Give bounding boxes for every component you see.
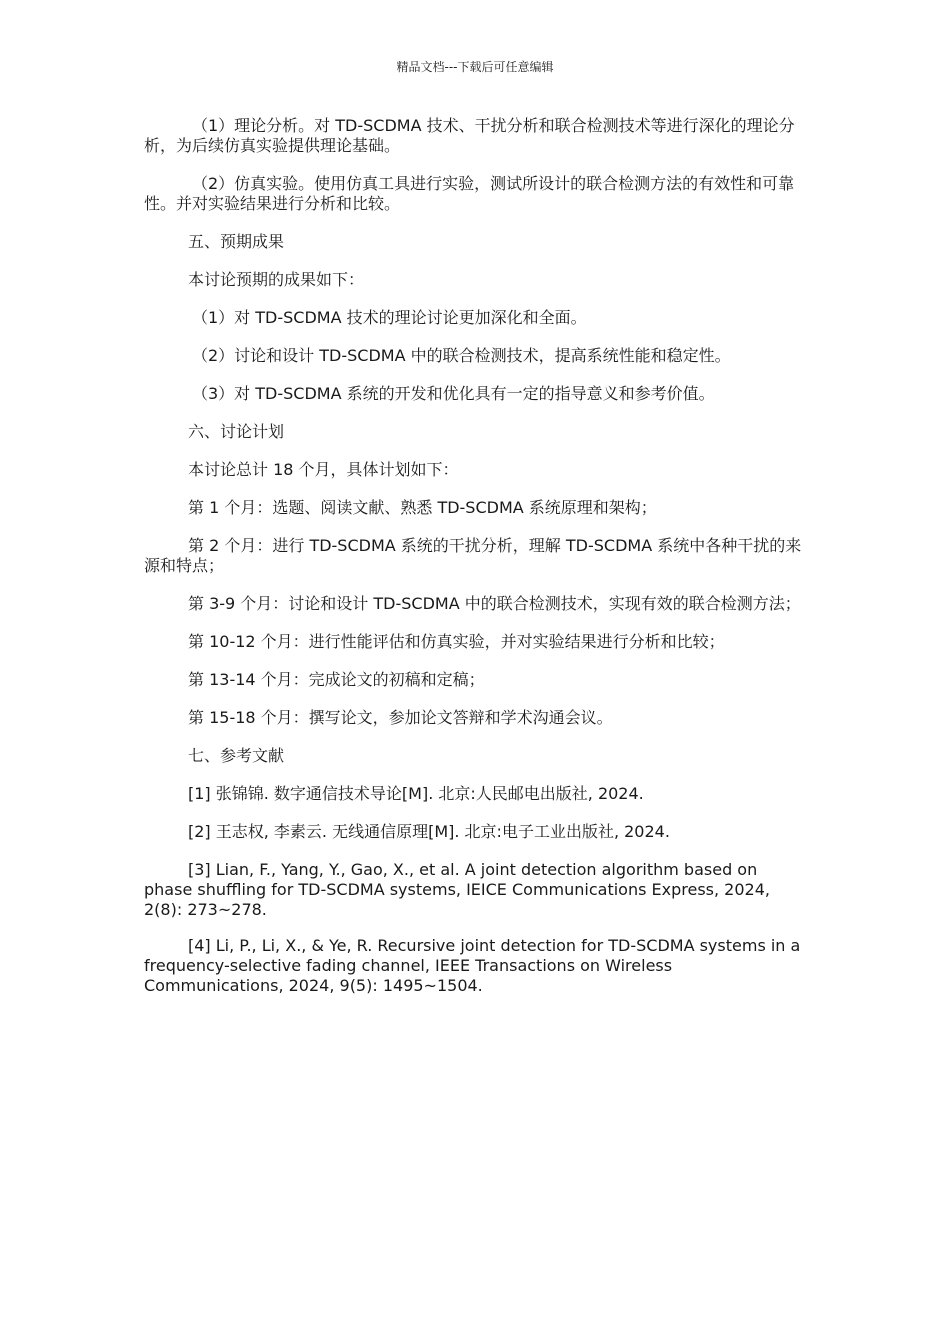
plan-item-month-13-14: 第 13-14 个月：完成论文的初稿和定稿； — [188, 670, 485, 689]
plan-item-month-2: 第 2 个月：进行 TD-SCDMA 系统的干扰分析，理解 TD-SCDMA 系统中各种干扰的来源和特点； — [144, 536, 802, 575]
reference-item-2: [2] 王志权, 李素云. 无线通信原理[M]. 北京:电子工业出版社, 2024. — [188, 822, 670, 841]
plan-item-month-1: 第 1 个月：选题、阅读文献、熟悉 TD-SCDMA 系统原理和架构； — [188, 498, 657, 517]
paragraph-plan-intro: 本讨论总计 18 个月，具体计划如下： — [188, 460, 459, 479]
paragraph-expected-intro: 本讨论预期的成果如下： — [188, 270, 365, 289]
section-heading-references: 七、参考文献 — [188, 746, 285, 765]
list-item-expected-1: （1）对 TD-SCDMA 技术的理论讨论更加深化和全面。 — [192, 308, 587, 327]
list-item-expected-2: （2）讨论和设计 TD-SCDMA 中的联合检测技术，提高系统性能和稳定性。 — [192, 346, 731, 365]
reference-item-1: [1] 张锦锦. 数字通信技术导论[M]. 北京:人民邮电出版社, 2024. — [188, 784, 644, 803]
section-heading-plan: 六、讨论计划 — [188, 422, 285, 441]
reference-item-3: [3] Lian, F., Yang, Y., Gao, X., et al. A joint detection algorithm based on phase shuffling for TD-SCDMA systems, IEICE Communications Express, 2024, 2(8): 273~278. — [144, 860, 770, 919]
plan-item-month-15-18: 第 15-18 个月：撰写论文，参加论文答辩和学术沟通会议。 — [188, 708, 613, 727]
plan-item-month-10-12: 第 10-12 个月：进行性能评估和仿真实验，并对实验结果进行分析和比较； — [188, 632, 725, 651]
reference-item-4: [4] Li, P., Li, X., & Ye, R. Recursive joint detection for TD-SCDMA systems in a frequency-selective fading channel, IEEE Transactions on Wireless Communications, 2024, 9(5): 1495~1504. — [144, 936, 801, 995]
document-body — [144, 116, 806, 1012]
list-item-expected-3: （3）对 TD-SCDMA 系统的开发和优化具有一定的指导意义和参考价值。 — [192, 384, 715, 403]
paragraph-theory-analysis: （1）理论分析。对 TD-SCDMA 技术、干扰分析和联合检测技术等进行深化的理论分析，为后续仿真实验提供理论基础。 — [144, 116, 795, 155]
plan-item-month-3-9: 第 3-9 个月：讨论和设计 TD-SCDMA 中的联合检测技术，实现有效的联合检测方法； — [188, 594, 801, 613]
paragraph-simulation: （2）仿真实验。使用仿真工具进行实验，测试所设计的联合检测方法的有效性和可靠性。并对实验结果进行分析和比较。 — [144, 174, 795, 213]
page-header: 精品文档---下载后可任意编辑 — [396, 60, 554, 74]
section-heading-expected-results: 五、预期成果 — [188, 232, 285, 251]
